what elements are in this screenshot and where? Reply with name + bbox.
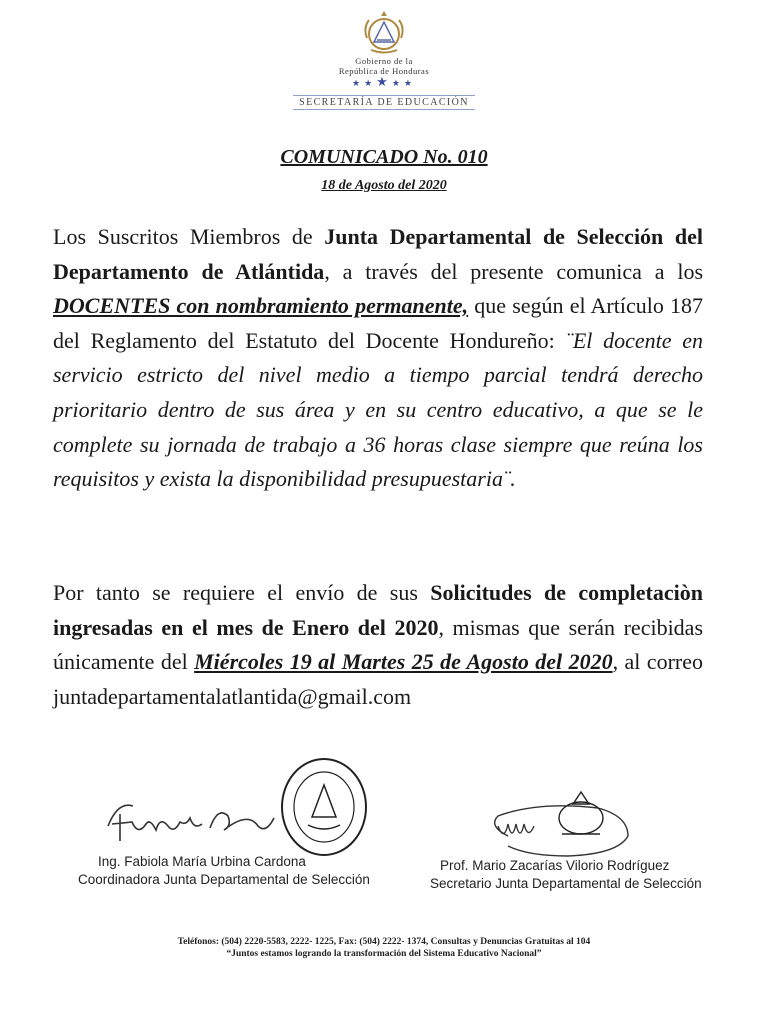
signer-name-left: Ing. Fabiola María Urbina Cardona: [98, 854, 306, 869]
signatures-area: [0, 770, 768, 920]
gov-line-1: Gobierno de la: [355, 56, 413, 66]
letterhead: [0, 8, 768, 110]
paragraph-1: [53, 220, 703, 497]
bold-text: Solicitudes de completaciòn ingresadas en el mes de Enero del 2020: [53, 580, 703, 640]
text: , a través del presente comunica a los: [324, 258, 704, 284]
official-seal-icon: [552, 788, 610, 840]
quote-text: ¨El docente en servicio estricto del nivel medio a tiempo parcial tendrá derecho prioritario dentro de sus área y en su centro educativo, a que se le complete su jornada de trabajo a 36 horas clase siempre que reúna los requisitos y exista la disponibilidad presupuestaria¨.: [53, 327, 703, 492]
star-icon: ★: [376, 75, 392, 90]
signer-role-left: Coordinadora Junta Departamental de Selección: [78, 872, 370, 887]
gov-line-2: República de Honduras: [338, 66, 430, 76]
star-icon: ★: [391, 79, 404, 89]
signer-role-right: Secretario Junta Departamental de Selección: [430, 876, 702, 891]
text: , mismas que serán recibidas únicamente del: [53, 614, 704, 675]
footer-slogan: “Juntos estamos logrando la transformación del Sistema Educativo Nacional”: [226, 949, 542, 959]
document-date: 18 de Agosto del 2020: [321, 178, 447, 193]
footer: [0, 936, 768, 960]
footer-contact: Teléfonos: (504) 2220-5583, 2222- 1225, Fax: (504) 2222- 1374, Consultas y Denuncias Gratuitas al 104: [177, 937, 591, 947]
text: Los Suscritos Miembros de: [53, 224, 325, 249]
text: , al correo juntadepartamentalatlantida@gmail.com: [53, 649, 703, 709]
highlight-text: DOCENTES con nombramiento permanente,: [53, 293, 469, 319]
star-icon: ★: [403, 79, 416, 89]
official-seal-icon: [278, 755, 370, 859]
coat-of-arms-icon: [359, 8, 409, 56]
star-icon: ★: [352, 79, 365, 89]
paragraph-2: [53, 576, 703, 714]
signer-name-right: Prof. Mario Zacarías Vilorio Rodríguez: [440, 858, 670, 873]
document-title: COMUNICADO No. 010: [280, 146, 488, 168]
highlight-text: Miércoles 19 al Martes 25 de Agosto del 2020: [194, 649, 613, 675]
text: Por tanto se requiere el envío de sus: [53, 580, 431, 605]
star-icon: ★: [364, 79, 377, 89]
stars-row: [0, 77, 768, 90]
text: que según el Artículo 187 del Reglamento del Estatuto del Docente Hondureño:: [53, 293, 704, 353]
bold-text: Junta Departamental de Selección del Departamento de Atlántida: [53, 224, 703, 284]
secretaria-line: SECRETARÍA DE EDUCACIÓN: [293, 95, 475, 110]
